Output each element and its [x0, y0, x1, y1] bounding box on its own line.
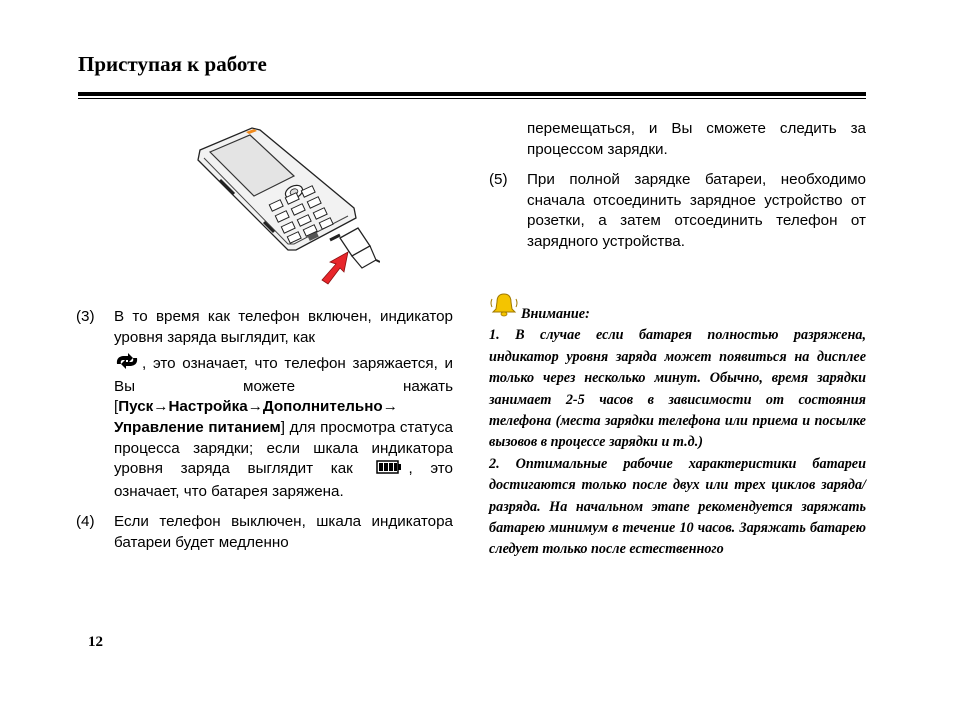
charging-indicator-icon	[114, 352, 140, 377]
item-4-text: Если телефон выключен, шкала индикатора батареи будет медленно	[114, 513, 453, 551]
header-rule-thin	[78, 98, 866, 99]
menu-path: Пуск→Настройка→Дополнительно→ Управление питанием	[114, 398, 398, 436]
notice-paragraph-2: 2. Оптимальные рабочие характеристики батареи достигаются только после двух или трех циклов заряда/разряда. На начальном этапе рекомендуется заряжать батарею минимум в течение 10 часов. Заряжать батарею следует только после естественного	[489, 455, 866, 558]
item-3-text3: ] для просмотра статуса процесса зарядки; если шкала индикатора уровня заряда выглядит как	[114, 418, 453, 478]
battery-full-icon	[376, 459, 402, 482]
page-title: Приступая к работе	[78, 52, 267, 76]
list-item-4	[76, 512, 453, 553]
bell-icon	[489, 292, 519, 325]
list-item-3	[76, 307, 453, 502]
item-number: (3)	[76, 308, 95, 325]
item-3-text2: , это означает, что телефон заряжается, и Вы можете нажать [	[114, 355, 453, 416]
continuation-text: перемещаться, и Вы сможете следить за процессом зарядки.	[527, 120, 866, 158]
item-3-line1: В то время как телефон включен, индикатор уровня заряда выглядит, как	[114, 308, 453, 346]
right-column	[489, 119, 866, 253]
notice-title: Внимание:	[521, 306, 590, 322]
notice-paragraph-1: 1. В случае если батарея полностью разряжена, индикатор уровня заряда может появиться на дисплее только через несколько минут. Обычно, время зарядки занимает 2-5 часов в зависимости от состояния телефона (места зарядки телефона или приема и посылке вызовов в процессе зарядки и т.д.)	[489, 327, 866, 451]
page-number: 12	[88, 634, 103, 650]
item-number: (5)	[489, 171, 508, 189]
phone-charging-illustration	[190, 122, 380, 292]
item-3-text4: , это означает, что батарея заряжена.	[114, 460, 453, 500]
list-item-5	[489, 170, 866, 252]
insert-arrow-icon	[322, 252, 348, 284]
item-number: (4)	[76, 513, 95, 531]
header-rule-thick	[78, 92, 866, 96]
left-column	[76, 307, 453, 554]
phone-image	[198, 128, 356, 250]
item-5-text: При полной зарядке батареи, необходимо сначала отсоединить зарядное устройство от розетки, а затем отсоединить телефон от зарядного устройства.	[527, 171, 866, 250]
notice-box	[489, 292, 866, 561]
